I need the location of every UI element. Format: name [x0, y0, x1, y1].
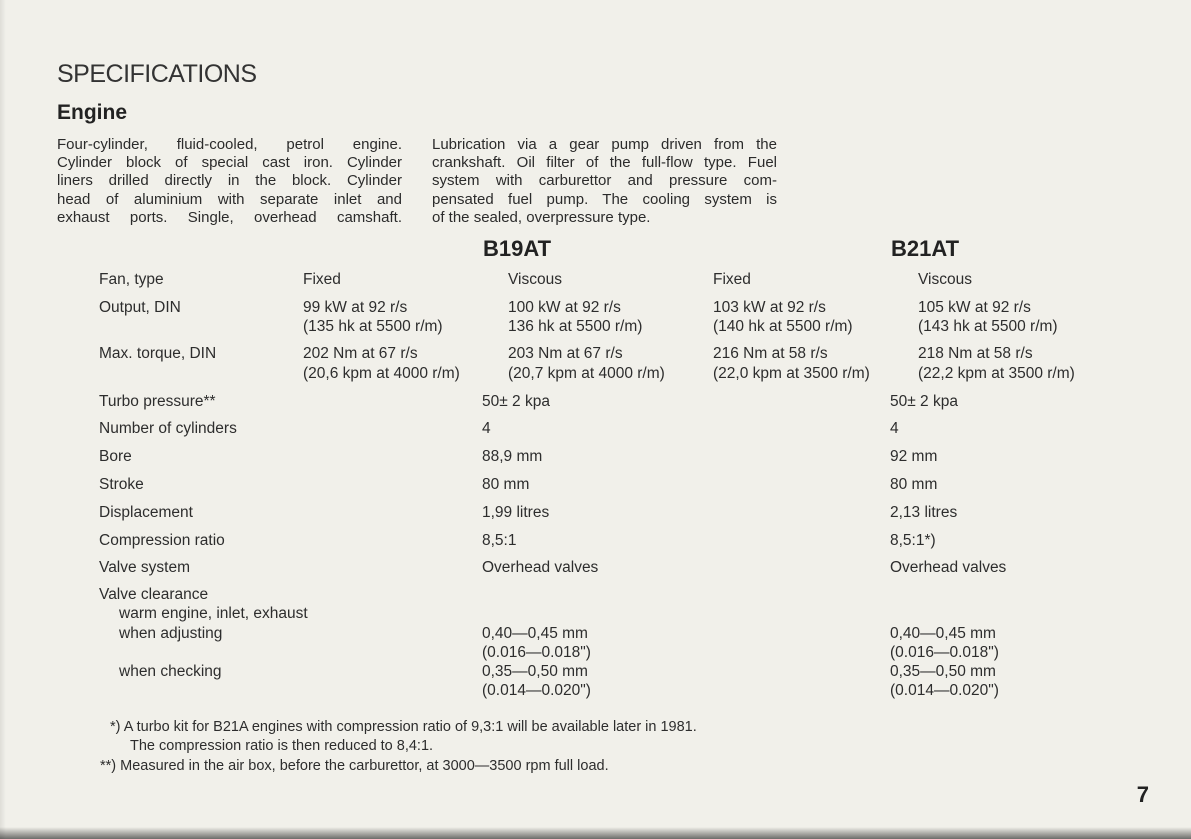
spec-value-b21at: 80 mm: [890, 476, 938, 493]
engine-description-right: [432, 136, 777, 227]
spec-value-b19at: 50± 2 kpa: [482, 393, 550, 410]
intro-line: Cylinder block of special cast iron. Cylinder: [57, 154, 402, 172]
torque-value: (22,2 kpm at 3500 r/m): [918, 365, 1075, 382]
valve-clearance-b21at-adjusting: 0,40—0,45 mm: [890, 625, 996, 642]
valve-clearance-adjusting-label: when adjusting: [119, 625, 223, 642]
torque-value: 216 Nm at 58 r/s: [713, 345, 828, 362]
page-edge-shadow: [0, 0, 6, 839]
valve-clearance-b21at-checking: (0.014—0.020"): [890, 682, 999, 699]
output-value: 100 kW at 92 r/s: [508, 299, 621, 316]
spec-value-b19at: 4: [482, 420, 491, 437]
spec-label-output: Output, DIN: [99, 299, 181, 316]
valve-clearance-checking-label: when checking: [119, 663, 222, 680]
spec-label-stroke: Stroke: [99, 476, 144, 493]
spec-value-b21at: 2,13 litres: [890, 504, 958, 521]
torque-value: 218 Nm at 58 r/s: [918, 345, 1033, 362]
intro-line: pensated fuel pump. The cooling system is: [432, 190, 777, 208]
torque-value: 202 Nm at 67 r/s: [303, 345, 418, 362]
model-heading-b21at: B21AT: [891, 236, 960, 261]
intro-line: crankshaft. Oil filter of the full-flow type. Fuel: [432, 154, 777, 172]
valve-clearance-b19at-adjusting: (0.016—0.018"): [482, 644, 591, 661]
footnote-measurement: **) Measured in the air box, before the carburettor, at 3000—3500 rpm full load.: [100, 758, 609, 774]
output-value: 105 kW at 92 r/s: [918, 299, 1031, 316]
intro-line: of the sealed, overpressure type.: [432, 208, 651, 226]
spec-value-b19at: 80 mm: [482, 476, 530, 493]
valve-clearance-b21at-checking: 0,35—0,50 mm: [890, 663, 996, 680]
spec-value-b19at: Overhead valves: [482, 559, 599, 576]
valve-clearance-b21at-adjusting: (0.016—0.018"): [890, 644, 999, 661]
spec-label-valve-system: Valve system: [99, 559, 191, 576]
intro-line: system with carburettor and pressure com-: [432, 172, 777, 190]
torque-value: (20,7 kpm at 4000 r/m): [508, 365, 665, 382]
valve-clearance-b19at-checking: 0,35—0,50 mm: [482, 663, 588, 680]
torque-value: (22,0 kpm at 3500 r/m): [713, 365, 870, 382]
section-heading-engine: Engine: [57, 101, 128, 124]
valve-clearance-b19at-adjusting: 0,40—0,45 mm: [482, 625, 588, 642]
output-value: 103 kW at 92 r/s: [713, 299, 826, 316]
torque-value: 203 Nm at 67 r/s: [508, 345, 623, 362]
spec-label-max-torque: Max. torque, DIN: [99, 345, 217, 362]
page-number: 7: [1136, 782, 1149, 807]
output-value: 136 hk at 5500 r/m): [508, 318, 643, 335]
torque-value: (20,6 kpm at 4000 r/m): [303, 365, 460, 382]
output-value: 99 kW at 92 r/s: [303, 299, 408, 316]
spec-label-bore: Bore: [99, 448, 132, 465]
spec-value-b19at: 1,99 litres: [482, 504, 550, 521]
intro-line: Lubrication via a gear pump driven from the: [432, 136, 777, 153]
spec-value-b19at: 8,5:1: [482, 532, 517, 549]
intro-line: exhaust ports. Single, overhead camshaft.: [57, 208, 402, 226]
spec-label-cylinders: Number of cylinders: [99, 420, 237, 437]
spec-value-b21at: 4: [890, 420, 899, 437]
valve-clearance-sublabel: warm engine, inlet, exhaust: [119, 605, 308, 622]
spec-value-b21at: 50± 2 kpa: [890, 393, 958, 410]
engine-description-left: [57, 136, 402, 227]
fan-value: Viscous: [508, 271, 562, 288]
spec-label-turbo-pressure: Turbo pressure**: [99, 393, 216, 410]
valve-clearance-b19at-checking: (0.014—0.020"): [482, 682, 591, 699]
intro-line: head of aluminium with separate inlet and: [57, 190, 402, 208]
page-title: SPECIFICATIONS: [57, 60, 257, 88]
output-value: (140 hk at 5500 r/m): [713, 318, 853, 335]
output-value: (135 hk at 5500 r/m): [303, 318, 443, 335]
spec-value-b19at: 88,9 mm: [482, 448, 543, 465]
spec-value-b21at: 92 mm: [890, 448, 938, 465]
footnote-turbo-kit-continued: The compression ratio is then reduced to 8,4:1.: [130, 738, 434, 754]
fan-value: Fixed: [303, 271, 341, 288]
fan-value: Fixed: [713, 271, 751, 288]
spec-value-b21at: 8,5:1*): [890, 532, 936, 549]
output-value: (143 hk at 5500 r/m): [918, 318, 1058, 335]
model-heading-b19at: B19AT: [483, 236, 552, 261]
spec-label-compression-ratio: Compression ratio: [99, 532, 225, 549]
fan-value: Viscous: [918, 271, 972, 288]
footnote-turbo-kit: *) A turbo kit for B21A engines with compression ratio of 9,3:1 will be available later in 1981.: [110, 719, 697, 735]
intro-line: Four-cylinder, fluid-cooled, petrol engine.: [57, 136, 402, 153]
spec-label-fan-type: Fan, type: [99, 271, 164, 288]
spec-label-displacement: Displacement: [99, 504, 193, 521]
spec-value-b21at: Overhead valves: [890, 559, 1007, 576]
spec-label-valve-clearance: Valve clearance: [99, 586, 209, 603]
intro-line: liners drilled directly in the block. Cylinder: [57, 172, 402, 190]
page-bottom-shadow: [0, 827, 1191, 839]
